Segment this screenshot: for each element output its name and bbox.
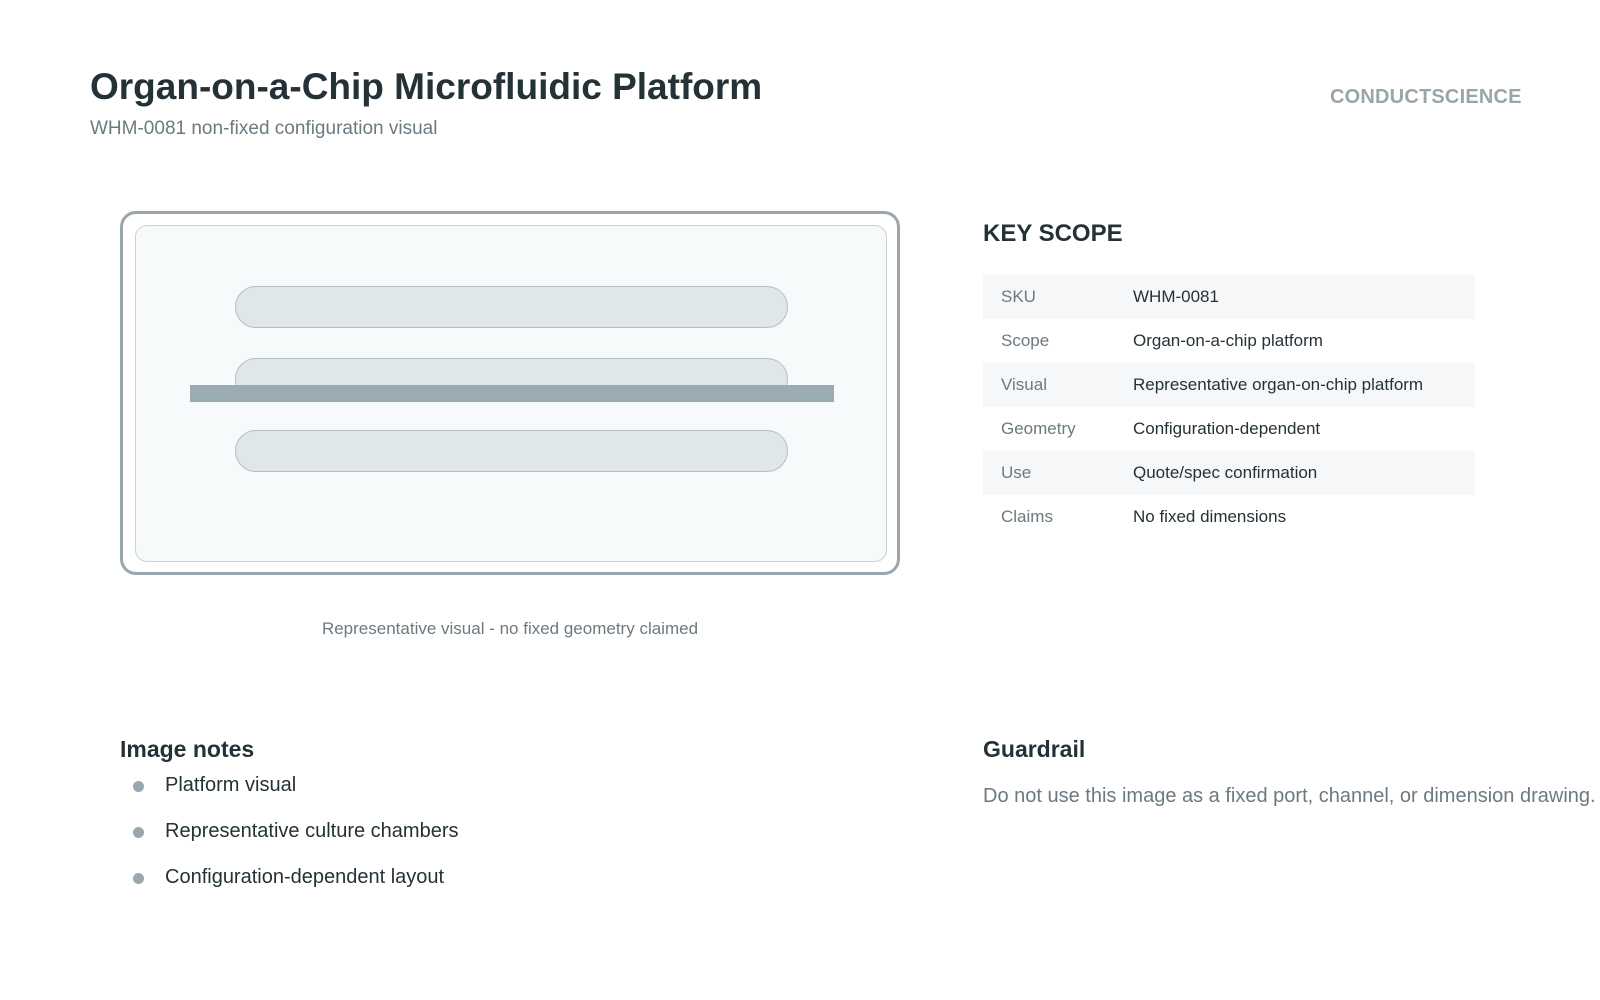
bullet-icon [133, 873, 144, 884]
list-item [133, 866, 458, 912]
scope-key: Visual [1001, 375, 1047, 394]
note-text: Platform visual [165, 774, 297, 796]
list-item [133, 820, 458, 866]
membrane-bar [190, 385, 834, 402]
scope-row-scope [983, 319, 1475, 363]
image-notes-heading: Image notes [120, 736, 255, 762]
scope-row-sku [983, 275, 1475, 319]
scope-value: WHM-0081 [1133, 287, 1219, 306]
scope-row-claims [983, 495, 1475, 539]
scope-key: Scope [1001, 331, 1050, 350]
image-notes-list [133, 774, 458, 912]
scope-row-use [983, 451, 1475, 495]
scope-key: Geometry [1001, 419, 1076, 438]
scope-key: SKU [1001, 287, 1036, 306]
culture-chamber-channel [235, 430, 788, 472]
page-title: Organ-on-a-Chip Microfluidic Platform [90, 66, 763, 107]
guardrail-text: Do not use this image as a fixed port, channel, or dimension drawing. [983, 785, 1596, 807]
scope-key: Use [1001, 463, 1032, 482]
brand-logo: CONDUCTSCIENCE [1330, 86, 1522, 108]
note-text: Representative culture chambers [165, 820, 459, 842]
page-subtitle: WHM-0081 non-fixed configuration visual [90, 118, 438, 139]
scope-value: Quote/spec confirmation [1133, 463, 1318, 482]
scope-row-visual [983, 363, 1475, 407]
scope-value: Organ-on-a-chip platform [1133, 331, 1323, 350]
note-text: Configuration-dependent layout [165, 866, 445, 888]
bullet-icon [133, 827, 144, 838]
culture-chamber-channel [235, 286, 788, 328]
visual-caption: Representative visual - no fixed geometry claimed [321, 619, 699, 638]
scope-row-geometry [983, 407, 1475, 451]
list-item [133, 774, 458, 820]
key-scope-table [983, 275, 1475, 539]
scope-value: No fixed dimensions [1133, 507, 1287, 526]
scope-value: Configuration-dependent [1133, 419, 1321, 438]
scope-key: Claims [1001, 507, 1053, 526]
key-scope-heading: KEY SCOPE [983, 220, 1123, 247]
bullet-icon [133, 781, 144, 792]
guardrail-heading: Guardrail [983, 736, 1086, 762]
scope-value: Representative organ-on-chip platform [1133, 375, 1424, 394]
